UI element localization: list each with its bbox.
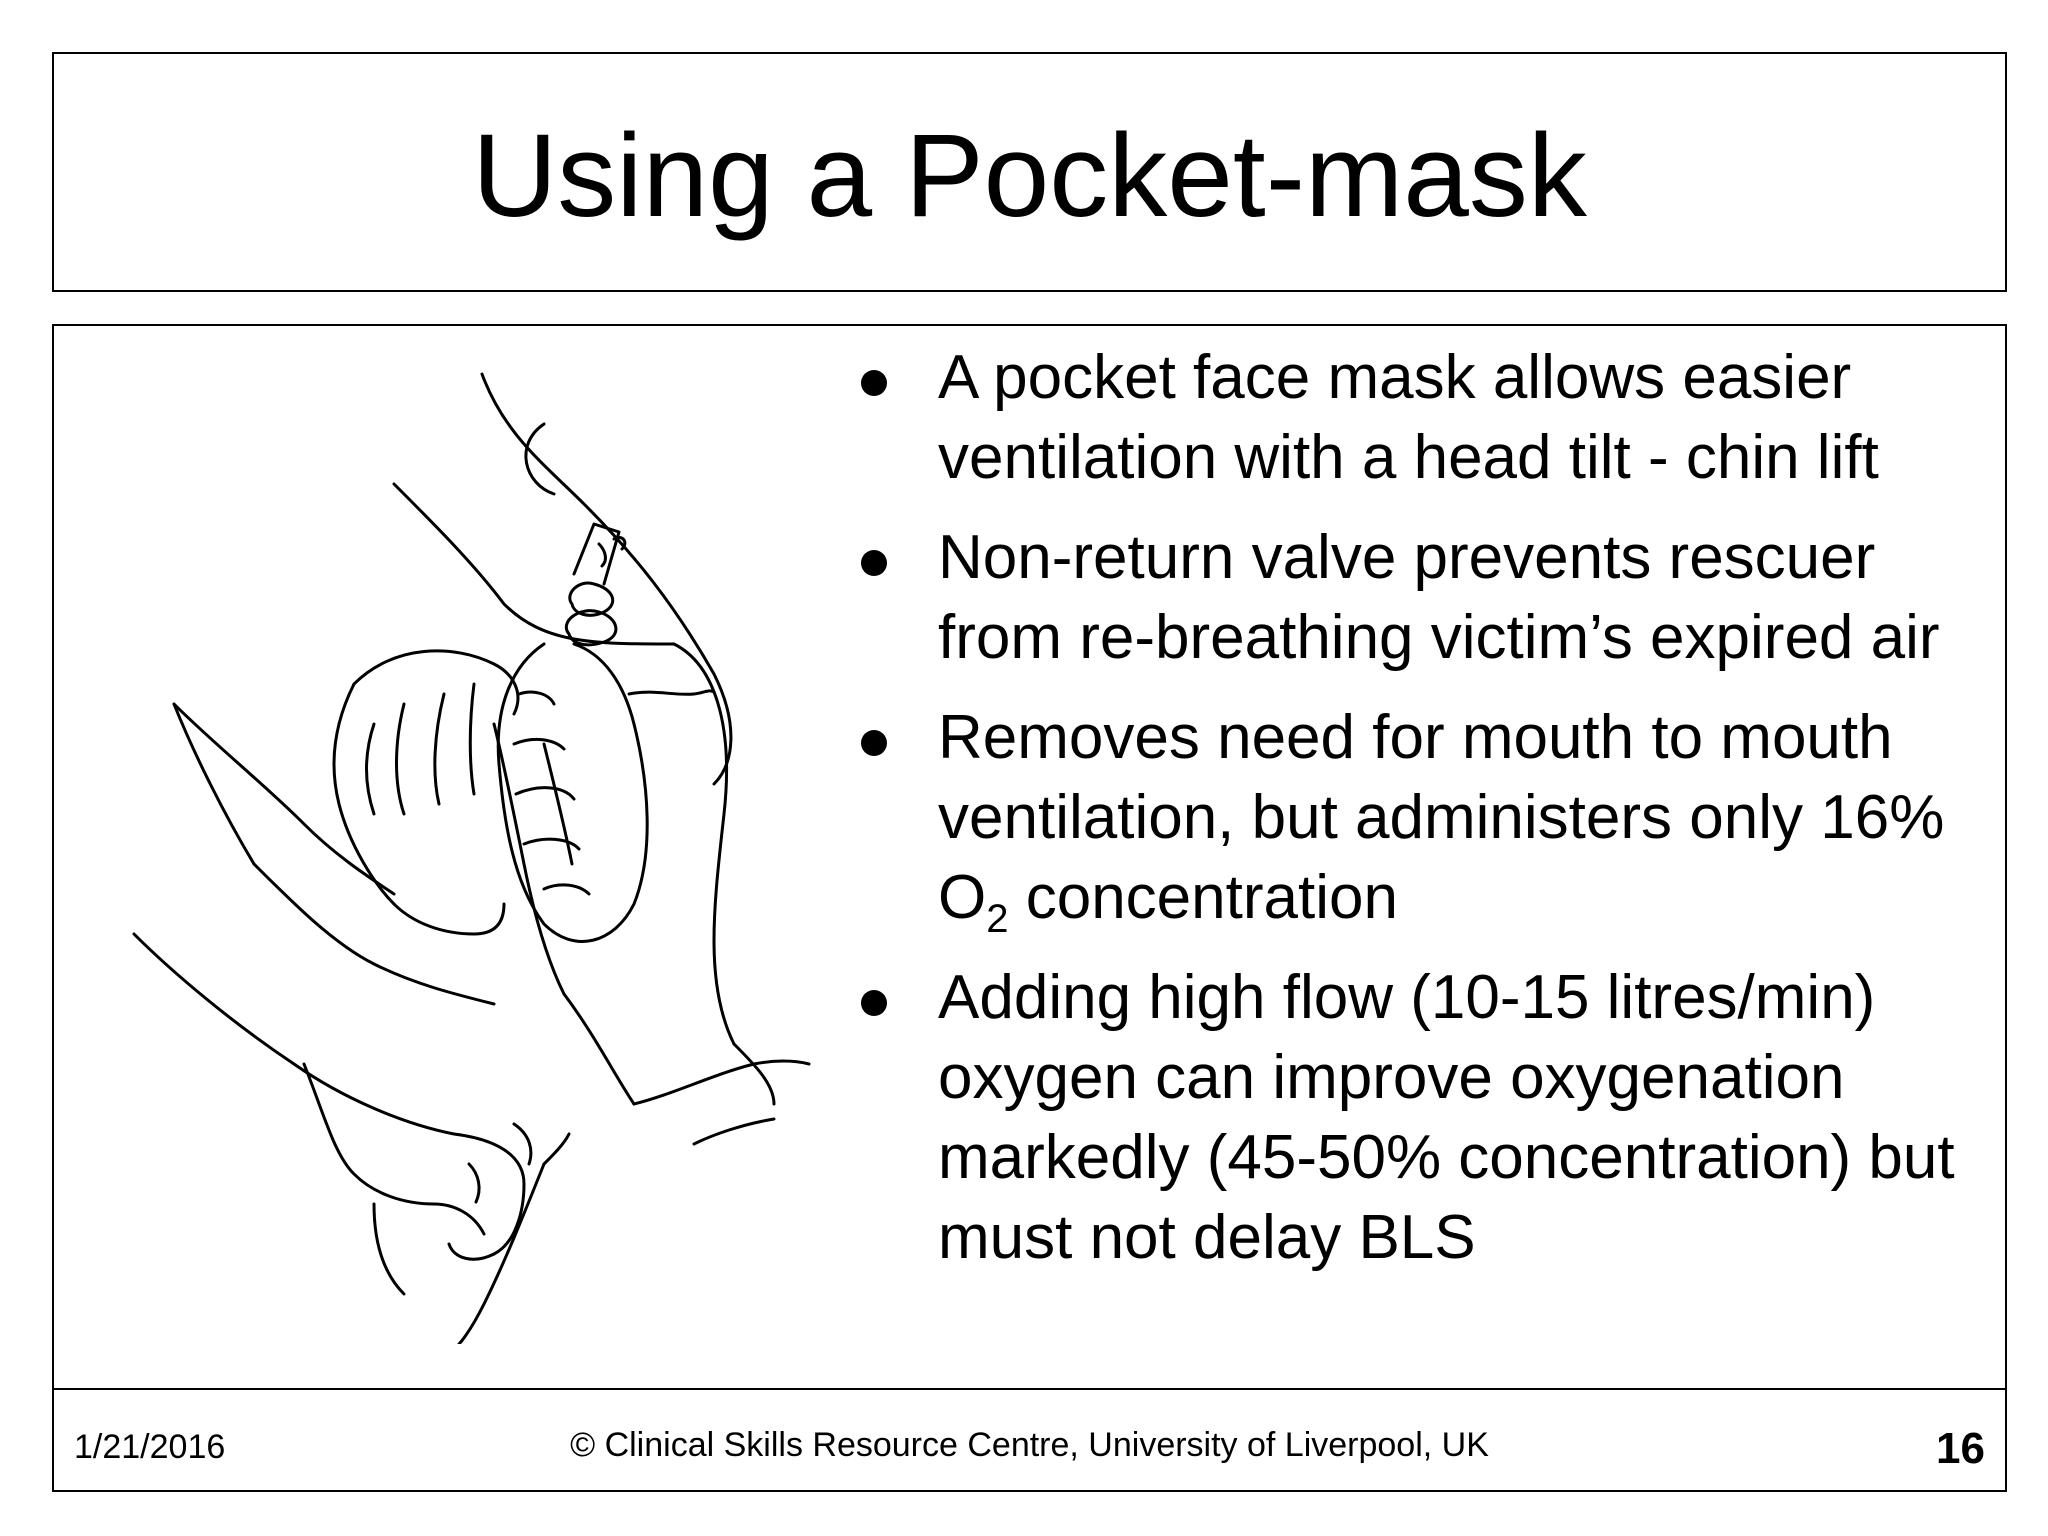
bullet-text: Non-return valve prevents rescuer from re-breathing victim’s expired air [938, 523, 1940, 672]
bullet-item [809, 698, 1989, 941]
bullet-text-subscript: 2 [986, 897, 1009, 941]
bullet-item [809, 518, 1989, 678]
footer-date: 1/21/2016 [74, 1428, 226, 1466]
bullet-dot-icon [861, 730, 887, 756]
slide-title: Using a Pocket-mask [472, 110, 1587, 242]
content-box [52, 324, 2007, 1492]
bullet-text: Adding high flow (10-15 litres/min) oxygen can improve oxygenation markedly (45-50% concentration) but must not delay BLS [938, 963, 1955, 1272]
pocket-mask-illustration-icon [74, 344, 814, 1344]
footer [52, 1388, 2007, 1492]
bullet-item [809, 958, 1989, 1278]
bullet-list [809, 338, 1989, 1298]
bullet-item [809, 338, 1989, 498]
page-number: 16 [1936, 1424, 1985, 1473]
bullet-text: A pocket face mask allows easier ventilation with a head tilt - chin lift [938, 343, 1879, 492]
bullet-text-pre: Removes need for mouth to mouth ventilation, but administers only 16% O [938, 703, 1945, 932]
bullet-dot-icon [861, 550, 887, 576]
bullet-dot-icon [861, 990, 887, 1016]
bullet-text-post: concentration [1008, 863, 1398, 932]
footer-copyright: © Clinical Skills Resource Centre, University of Liverpool, UK [570, 1426, 1489, 1464]
bullet-dot-icon [861, 370, 887, 396]
title-box [52, 52, 2007, 292]
